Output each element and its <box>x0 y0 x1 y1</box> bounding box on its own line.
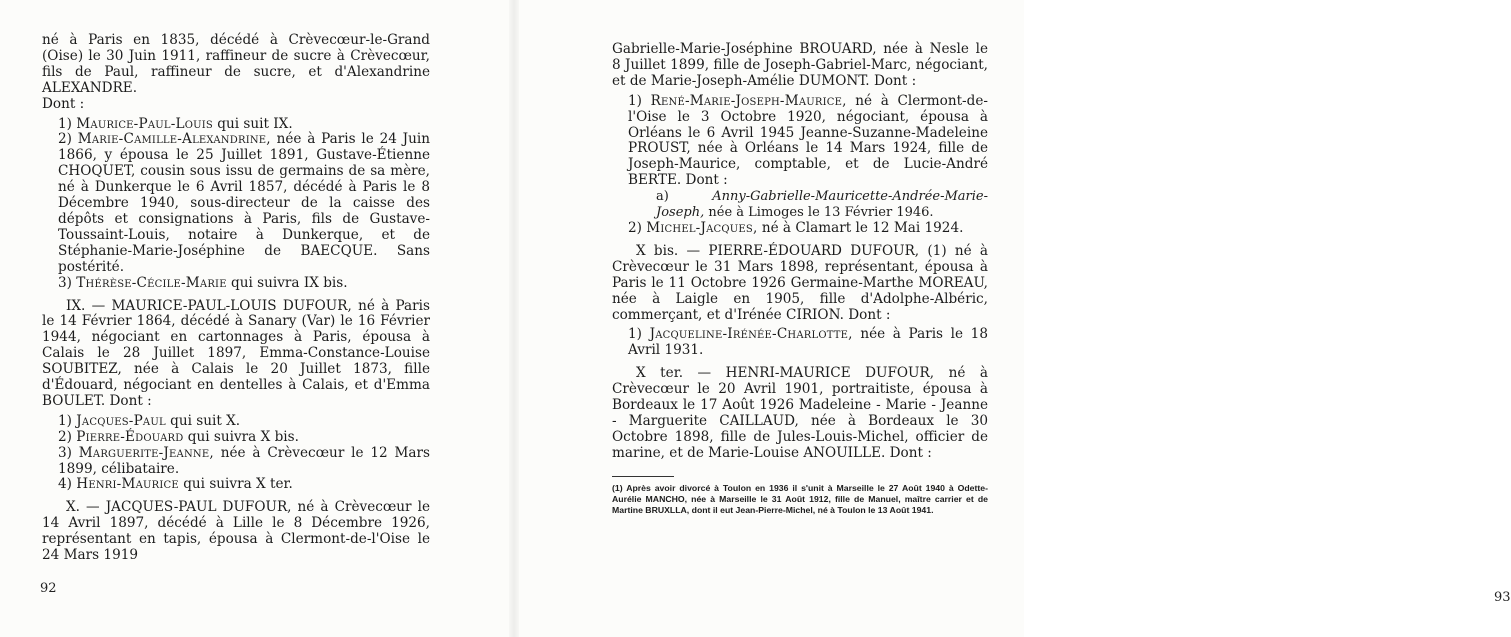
child-name: René-Marie-Joseph-Maurice, <box>650 92 847 109</box>
footnote-rule <box>612 476 674 477</box>
list-item: 3) Thérèse-Cécile-Marie qui suivra IX bis. <box>58 274 348 291</box>
child-name: Henri-Maurice <box>76 476 179 493</box>
list-item: 1) René-Marie-Joseph-Maurice, né à Clermont-de-l'Oise le 3 Octobre 1920, négociant, épousa à Orléans le 6 Avril 1945 Jeanne-Suzanne-Madeleine PROUST, née à Orléans le 14 Mars 1924, fille de Joseph-Maurice, comptable, et de Lucie-André BERTE. Dont : <box>628 92 988 189</box>
list-item: 2) Pierre-Édouard qui suivra X bis. <box>58 428 299 445</box>
generation-x-entry: X. — JACQUES-PAUL DUFOUR, né à Crèvecœur le 14 Avril 1897, décédé à Lille le 8 Décembre 1926, représentant en tapis, épousa à Clermont-de-l'Oise le 24 Mars 1919 <box>42 499 430 564</box>
list-item: 1) Jacqueline-Irénée-Charlotte, née à Paris le 18 Avril 1931. <box>628 326 988 359</box>
left-page <box>0 0 510 637</box>
child-name: Thérèse-Cécile-Marie <box>76 274 227 291</box>
child-name: Jacques-Paul <box>76 412 166 429</box>
child-name: Michel-Jacques, <box>646 219 758 236</box>
child-name: Marguerite-Jeanne, <box>78 444 214 461</box>
grandchild-item: a) Anny-Gabrielle-Mauricette-Andrée-Marie-Joseph, née à Limoges le 13 Février 1946. <box>656 189 988 221</box>
children-list-x <box>612 94 988 237</box>
child-name: Jacqueline-Irénée-Charlotte, <box>649 326 853 343</box>
right-page <box>518 0 1511 637</box>
right-page-text <box>612 42 988 516</box>
list-item: 3) Marguerite-Jeanne, née à Crèvecœur le 12 Mars 1899, célibataire. <box>58 444 430 477</box>
list-item: 1) Jacques-Paul qui suit X. <box>58 412 241 429</box>
child-name: Marie-Camille-Alexandrine, <box>77 131 271 148</box>
children-list-x-bis <box>612 327 988 359</box>
continuation-paragraph: Gabrielle-Marie-Joséphine BROUARD, née à Nesle le 8 Juillet 1899, fille de Joseph-Gabriel-Marc, négociant, et de Marie-Joseph-Amélie DUMONT. Dont : <box>612 41 988 89</box>
generation-x-ter-entry: X ter. — HENRI-MAURICE DUFOUR, né à Crèvecœur le 20 Avril 1901, portraitiste, épousa à Bordeaux le 17 Août 1926 Madeleine - Marie - Jeanne - Marguerite CAILLAUD, née à Bordeaux le 30 Octobre 1898, fille de Jules-Louis-Michel, officier de marine, et de Marie-Louise ANOUILLE. Dont : <box>612 365 988 461</box>
children-list-ix <box>42 414 430 494</box>
grandchild-name: Anny-Gabrielle-Mauricette-Andrée-Marie-Joseph, <box>656 189 988 221</box>
children-list-viii <box>42 117 430 292</box>
list-item: 4) Henri-Maurice qui suivra X ter. <box>58 476 293 493</box>
generation-ix-entry: IX. — MAURICE-PAUL-LOUIS DUFOUR, né à Paris le 14 Février 1864, décédé à Sanary (Var) le 16 Février 1944, négociant en cartonnages à Paris, épousa à Calais le 28 Juillet 1897, Emma-Constance-Louise SOUBITEZ, née à Calais le 20 Juillet 1873, fille d'Édouard, négociant en dentelles à Calais, et d'Emma BOULET. Dont : <box>42 297 430 409</box>
list-item: 2) Michel-Jacques, né à Clamart le 12 Mai 1924. <box>628 219 964 236</box>
page-number-left: 92 <box>40 581 57 596</box>
generation-x-bis-entry: X bis. — PIERRE-ÉDOUARD DUFOUR, (1) né à Crèvecœur le 31 Mars 1898, représentant, épousa à Paris le 11 Octobre 1926 Germaine-Marthe MOREAU, née à Laigle en 1905, fille d'Adolphe-Albéric, commerçant, et d'Irénée CIRION. Dont : <box>612 242 988 323</box>
list-item: 2) Marie-Camille-Alexandrine, née à Paris le 24 Juin 1866, y épousa le 25 Juillet 1891, Gustave-Étienne CHOQUET, cousin sous issu de germains de sa mère, né à Dunkerque le 6 Avril 1857, décédé à Paris le 8 Décembre 1940, sous-directeur de la caisse des dépôts et consignations à Paris, fils de Gustave-Toussaint-Louis, notaire à Dunkerque, et de Stéphanie-Marie-Joséphine de BAECQUE. Sans postérité. <box>58 131 430 275</box>
list-item: 1) Maurice-Paul-Louis qui suit IX. <box>58 115 293 132</box>
dont-label: Dont : <box>42 95 85 112</box>
child-name: Maurice-Paul-Louis <box>76 115 213 132</box>
left-page-text <box>42 33 430 564</box>
footnote: (1) Après avoir divorcé à Toulon en 1936 il s'unit à Marseille le 27 Août 1940 à Odette-Aurélie MANCHO, née à Marseille le 31 Août 1912, fille de Manuel, maître carrier et de Martine BRUXLLA, dont il eut Jean-Pierre-Michel, né à Toulon le 13 Août 1941. <box>612 482 988 516</box>
page-number-right: 93 <box>1494 590 1511 605</box>
continuation-paragraph: né à Paris en 1835, décédé à Crèvecœur-le-Grand (Oise) le 30 Juin 1911, raffineur de sucre à Crèvecœur, fils de Paul, raffineur de sucre, et d'Alexandrine ALEXANDRE. <box>42 32 430 96</box>
child-name: Pierre-Édouard <box>76 428 184 445</box>
